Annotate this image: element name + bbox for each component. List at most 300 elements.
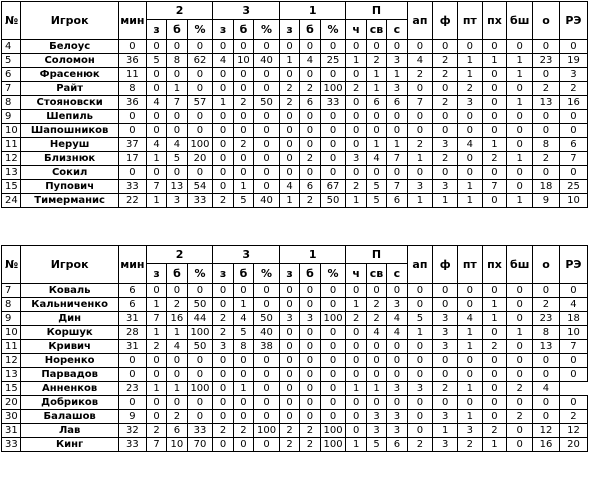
team2-rows [2,284,588,452]
stat-cell: 0 [279,368,299,382]
player-number: 11 [2,340,21,354]
team1-rows [2,40,588,208]
header-minutes: мин [118,246,146,284]
stat-cell: 0 [233,152,253,166]
header-assists: ап [407,246,433,284]
stat-cell: 0 [254,40,280,54]
header-two-pointers: 2 [146,246,213,264]
stat-cell: 6 [387,438,407,452]
player-name: Добриков [21,396,119,410]
stat-cell: 0 [507,284,533,298]
stat-cell: 0 [559,166,587,180]
stat-cell: 0 [167,396,187,410]
header-made: з [213,264,233,284]
stat-cell: 0 [254,166,280,180]
player-name: Коршук [21,326,119,340]
stat-cell: 0 [433,284,458,298]
stat-cell: 5 [233,326,253,340]
stat-cell: 3 [279,312,299,326]
stat-cell: 2 [407,138,433,152]
stat-cell: 13 [533,96,560,110]
stat-cell: 0 [533,396,560,410]
stat-cell: 1 [407,152,433,166]
stat-cell: 1 [457,180,482,194]
header-percent: % [320,264,346,284]
player-name: Стояновски [21,96,119,110]
stat-cell: 1 [433,424,458,438]
player-name: Фрасенюк [21,68,119,82]
stat-cell: 1 [146,152,166,166]
stat-cell: 33 [118,438,146,452]
stat-cell: 0 [254,368,280,382]
team1-stats-table [1,1,588,208]
header-steals: пх [482,2,507,40]
stat-cell: 3 [433,312,458,326]
table-row [2,354,588,368]
stat-cell: 1 [507,68,533,82]
stat-cell: 2 [279,424,299,438]
stat-cell: 0 [387,40,407,54]
stat-cell: 1 [507,326,533,340]
stat-cell: 0 [254,396,280,410]
stat-cell: 0 [320,110,346,124]
stat-cell: 2 [233,96,253,110]
stat-cell: 0 [346,368,366,382]
stat-cell: 0 [533,166,560,180]
stat-cell: 50 [320,194,346,208]
table-row [2,124,588,138]
stat-cell: 0 [507,40,533,54]
table-row [2,298,588,312]
stat-cell: 0 [187,166,213,180]
table-row [2,180,588,194]
stat-cell: 7 [146,312,166,326]
header-rebounds: П [346,2,407,20]
stat-cell: 0 [300,326,320,340]
stat-cell: 10 [559,326,587,340]
stat-cell: 2 [213,424,233,438]
stat-cell: 0 [254,382,280,396]
player-name: Соломон [21,54,119,68]
stat-cell: 1 [387,68,407,82]
stat-cell: 40 [254,194,280,208]
player-name: Норенко [21,354,119,368]
stat-cell: 16 [559,96,587,110]
player-name: Шепиль [21,110,119,124]
stat-cell: 0 [213,68,233,82]
stat-cell: 0 [254,124,280,138]
stat-cell: 16 [167,312,187,326]
table-row [2,326,588,340]
player-number: 33 [2,438,21,452]
header-three-pointers: 3 [213,246,280,264]
header-percent: % [187,264,213,284]
player-number: 13 [2,166,21,180]
stat-cell: 28 [118,326,146,340]
stat-cell: 1 [366,68,386,82]
stat-cell: 0 [507,166,533,180]
stat-cell: 2 [457,82,482,96]
stat-cell: 0 [482,368,507,382]
header-blocks: бш [507,246,533,284]
stat-cell: 0 [559,110,587,124]
stat-cell: 16 [533,438,560,452]
stat-cell: 3 [457,424,482,438]
stat-cell: 4 [167,138,187,152]
stat-cell: 2 [366,298,386,312]
stat-cell: 1 [167,82,187,96]
stat-cell: 8 [167,54,187,68]
stat-cell: 1 [279,54,299,68]
stat-cell: 3 [387,54,407,68]
header-total: с [387,264,407,284]
stat-cell: 20 [187,152,213,166]
header-percent: % [187,20,213,40]
stat-cell: 100 [254,424,280,438]
stat-cell: 0 [482,410,507,424]
stat-cell: 0 [387,396,407,410]
stat-cell: 0 [187,396,213,410]
stat-cell: 0 [320,410,346,424]
stat-cell: 0 [482,166,507,180]
stat-cell: 0 [533,410,560,424]
stat-cell: 33 [187,424,213,438]
stat-cell: 0 [187,284,213,298]
stat-cell: 0 [213,40,233,54]
stat-cell: 0 [279,382,299,396]
table-row [2,138,588,152]
player-number: 24 [2,194,21,208]
stat-cell: 0 [366,340,386,354]
stat-cell: 0 [320,152,346,166]
stat-cell: 0 [433,40,458,54]
player-number: 7 [2,82,21,96]
stat-cell: 0 [320,382,346,396]
stat-cell: 3 [407,382,433,396]
stat-cell: 0 [346,424,366,438]
stat-cell: 0 [167,68,187,82]
stat-cell: 4 [300,54,320,68]
header-offensive: ч [346,264,366,284]
stat-cell: 0 [320,124,346,138]
stat-cell: 2 [233,424,253,438]
header-player: Игрок [21,246,119,284]
stat-cell: 36 [118,96,146,110]
stat-cell: 50 [187,340,213,354]
stat-cell: 0 [187,68,213,82]
stat-cell: 3 [167,194,187,208]
stat-cell: 7 [559,340,587,354]
stat-cell: 0 [482,284,507,298]
stat-cell: 10 [167,438,187,452]
stat-cell: 6 [118,298,146,312]
stat-cell: 0 [346,124,366,138]
stat-cell: 1 [233,382,253,396]
stat-cell: 0 [213,110,233,124]
player-name: Коваль [21,284,119,298]
stat-cell: 0 [320,40,346,54]
stat-cell: 2 [279,82,299,96]
stat-cell: 3 [387,298,407,312]
stat-cell: 0 [254,438,280,452]
stat-cell: 0 [387,284,407,298]
stat-cell: 0 [507,110,533,124]
stat-cell: 2 [279,438,299,452]
table-row [2,96,588,110]
stat-cell: 0 [213,354,233,368]
stat-cell: 0 [187,354,213,368]
stat-cell: 18 [533,180,560,194]
stat-cell: 0 [507,312,533,326]
table-row [2,40,588,54]
player-name: Кинг [21,438,119,452]
stat-cell: 0 [213,396,233,410]
stat-cell: 40 [254,54,280,68]
stat-cell: 19 [559,54,587,68]
stat-cell: 0 [433,124,458,138]
header-points: о [533,2,560,40]
stat-cell: 0 [346,40,366,54]
stat-cell: 7 [146,438,166,452]
stat-cell: 0 [300,410,320,424]
stat-cell: 2 [433,152,458,166]
stat-cell: 0 [366,166,386,180]
stat-cell: 0 [213,166,233,180]
stat-cell: 1 [457,326,482,340]
stat-cell: 0 [300,68,320,82]
header-efficiency: РЭ [559,2,587,40]
player-name: Шапошников [21,124,119,138]
stat-cell: 6 [300,96,320,110]
stat-cell: 0 [457,368,482,382]
table-row [2,312,588,326]
stat-cell: 0 [387,354,407,368]
table-row [2,152,588,166]
player-name: Парвадов [21,368,119,382]
stat-cell: 1 [482,54,507,68]
stat-cell: 0 [457,166,482,180]
stat-cell: 0 [346,284,366,298]
stat-cell: 0 [146,82,166,96]
stat-cell: 0 [300,124,320,138]
stat-cell: 0 [559,124,587,138]
stat-cell: 3 [387,410,407,424]
stat-cell: 7 [559,152,587,166]
stat-cell: 0 [167,368,187,382]
stat-cell: 2 [407,68,433,82]
stat-cell: 2 [213,194,233,208]
stat-cell: 0 [118,396,146,410]
header-attempted: б [300,20,320,40]
player-name: Лав [21,424,119,438]
stat-cell: 0 [233,410,253,424]
stat-cell: 2 [167,298,187,312]
stat-cell: 0 [533,110,560,124]
stat-cell: 1 [457,340,482,354]
stat-cell: 3 [433,438,458,452]
stat-cell: 0 [146,354,166,368]
stat-cell: 0 [387,110,407,124]
stat-cell: 2 [213,312,233,326]
stat-cell: 3 [213,340,233,354]
player-name: Тимерманис [21,194,119,208]
stat-cell: 5 [146,54,166,68]
stat-cell: 1 [457,68,482,82]
player-number: 31 [2,424,21,438]
stat-cell: 2 [167,410,187,424]
stat-cell: 0 [433,354,458,368]
stat-cell: 7 [482,180,507,194]
stat-cell: 0 [233,166,253,180]
stat-cell: 3 [433,138,458,152]
stat-cell: 0 [300,354,320,368]
table-row [2,438,588,452]
stat-cell: 1 [507,194,533,208]
stat-cell: 0 [407,368,433,382]
stat-cell: 1 [346,382,366,396]
stat-cell: 5 [366,194,386,208]
stat-cell: 0 [507,298,533,312]
table-row [2,284,588,298]
stat-cell: 2 [433,54,458,68]
stat-cell: 1 [346,194,366,208]
stat-cell: 12 [533,424,560,438]
header-assists: ап [407,2,433,40]
stat-cell: 1 [213,96,233,110]
stat-cell: 1 [407,326,433,340]
stat-cell: 0 [279,110,299,124]
stat-cell: 0 [433,166,458,180]
stat-cell: 0 [346,396,366,410]
stat-cell: 0 [146,284,166,298]
table-row [2,54,588,68]
stat-cell: 8 [233,340,253,354]
stat-cell: 31 [118,340,146,354]
stat-cell: 1 [407,194,433,208]
stat-cell: 50 [254,312,280,326]
stat-cell: 2 [146,424,166,438]
stat-cell: 100 [187,138,213,152]
stat-cell: 1 [457,194,482,208]
header-fouls: ф [433,246,458,284]
header-made: з [279,264,299,284]
stat-cell: 11 [118,68,146,82]
stat-cell: 4 [146,96,166,110]
stat-cell: 2 [457,438,482,452]
stat-cell: 67 [320,180,346,194]
stat-cell: 0 [482,194,507,208]
stat-cell: 0 [366,354,386,368]
stat-cell: 4 [387,312,407,326]
header-percent: % [320,20,346,40]
stat-cell: 2 [507,382,533,396]
header-points: о [533,246,560,284]
stat-cell: 0 [279,396,299,410]
stat-cell: 0 [346,326,366,340]
stat-cell: 4 [387,326,407,340]
stat-cell: 9 [533,194,560,208]
stat-cell: 18 [559,312,587,326]
stat-cell: 1 [482,312,507,326]
stat-cell: 0 [407,124,433,138]
stat-cell: 0 [366,110,386,124]
stat-cell: 0 [407,396,433,410]
stat-cell: 0 [187,410,213,424]
header-fouls: ф [433,2,458,40]
stat-cell: 0 [213,410,233,424]
stat-cell: 2 [433,382,458,396]
header-free-throws: 1 [279,2,346,20]
stat-cell: 0 [320,354,346,368]
stat-cell: 0 [187,82,213,96]
player-number: 30 [2,410,21,424]
stat-cell: 0 [300,110,320,124]
stat-cell: 0 [482,40,507,54]
stat-cell: 6 [387,96,407,110]
header-defensive: св [366,264,386,284]
header-number: № [2,246,21,284]
stat-cell: 1 [457,410,482,424]
stat-cell: 0 [366,396,386,410]
stat-cell: 4 [457,312,482,326]
stat-cell: 33 [187,194,213,208]
stat-cell: 0 [233,438,253,452]
stat-cell: 5 [366,180,386,194]
stat-cell: 4 [559,298,587,312]
stat-cell: 6 [366,96,386,110]
stat-cell: 0 [254,354,280,368]
stat-cell: 100 [320,82,346,96]
stat-cell: 2 [482,340,507,354]
stat-cell: 0 [407,298,433,312]
stat-cell: 0 [533,354,560,368]
stat-cell: 0 [300,368,320,382]
player-number: 10 [2,124,21,138]
stat-cell: 2 [233,138,253,152]
stat-cell: 1 [457,382,482,396]
stat-cell: 1 [507,54,533,68]
stat-cell: 0 [320,68,346,82]
stat-cell: 0 [300,382,320,396]
stat-cell: 0 [433,82,458,96]
stat-cell: 22 [118,194,146,208]
table-row [2,340,588,354]
stat-cell: 8 [533,326,560,340]
stat-cell: 62 [187,54,213,68]
stat-cell: 0 [213,438,233,452]
stat-cell: 2 [407,438,433,452]
stat-cell: 0 [387,124,407,138]
stat-cell: 6 [300,180,320,194]
stat-cell: 6 [118,284,146,298]
stat-cell: 1 [482,438,507,452]
table-row [2,382,588,396]
player-name: Анненков [21,382,119,396]
stat-cell: 4 [407,54,433,68]
header-percent: % [254,20,280,40]
stat-cell: 0 [254,298,280,312]
stat-cell: 0 [407,40,433,54]
player-name: Дин [21,312,119,326]
header-turnovers: пт [457,2,482,40]
stat-cell: 0 [507,138,533,152]
stat-cell: 5 [233,194,253,208]
stat-cell: 0 [233,354,253,368]
stat-cell: 1 [507,152,533,166]
stat-cell: 13 [167,180,187,194]
stat-cell: 36 [118,54,146,68]
stat-cell: 0 [320,138,346,152]
